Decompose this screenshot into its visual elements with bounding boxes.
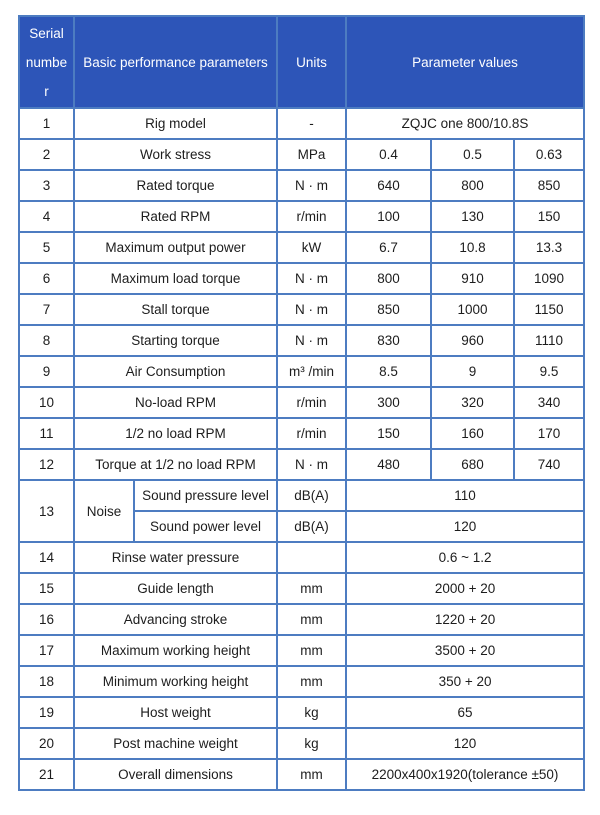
value-cell: ZQJC one 800/10.8S [346, 108, 584, 139]
table-row [19, 170, 584, 201]
unit-cell [277, 542, 346, 573]
serial-cell: 6 [19, 263, 74, 294]
serial-cell: 15 [19, 573, 74, 604]
value-cell-3: 850 [514, 170, 584, 201]
value-cell-3: 150 [514, 201, 584, 232]
unit-cell: N · m [277, 449, 346, 480]
value-cell-3: 13.3 [514, 232, 584, 263]
unit-cell: N · m [277, 325, 346, 356]
value-cell-3: 1110 [514, 325, 584, 356]
value-cell: 3500 + 20 [346, 635, 584, 666]
table-row [19, 635, 584, 666]
serial-cell: 5 [19, 232, 74, 263]
parameter-cell: Torque at 1/2 no load RPM [74, 449, 277, 480]
table-row [19, 666, 584, 697]
value-cell-1: 800 [346, 263, 431, 294]
parameter-cell: Starting torque [74, 325, 277, 356]
header-parameter-values: Parameter values [346, 16, 584, 108]
parameter-cell: 1/2 no load RPM [74, 418, 277, 449]
parameter-cell: Maximum working height [74, 635, 277, 666]
header-units: Units [277, 16, 346, 108]
value-cell-1: 0.4 [346, 139, 431, 170]
header-basic-performance-parameters: Basic performance parameters [74, 16, 277, 108]
table-row [19, 573, 584, 604]
unit-cell: kg [277, 728, 346, 759]
value-cell-1: 8.5 [346, 356, 431, 387]
table-row-noise-1 [19, 480, 584, 511]
value-cell-2: 320 [431, 387, 514, 418]
value-cell: 120 [346, 728, 584, 759]
parameter-cell: Sound pressure level [134, 480, 277, 511]
table-row [19, 542, 584, 573]
value-cell-2: 0.5 [431, 139, 514, 170]
serial-cell: 10 [19, 387, 74, 418]
parameter-cell: Rinse water pressure [74, 542, 277, 573]
table-row [19, 325, 584, 356]
parameter-cell: Guide length [74, 573, 277, 604]
serial-cell: 12 [19, 449, 74, 480]
value-cell-2: 130 [431, 201, 514, 232]
value-cell-1: 150 [346, 418, 431, 449]
parameter-cell: Post machine weight [74, 728, 277, 759]
table-row [19, 418, 584, 449]
table-row [19, 387, 584, 418]
unit-cell: kg [277, 697, 346, 728]
unit-cell: MPa [277, 139, 346, 170]
value-cell-1: 6.7 [346, 232, 431, 263]
value-cell: 2000 + 20 [346, 573, 584, 604]
serial-cell: 14 [19, 542, 74, 573]
table-row [19, 697, 584, 728]
parameter-cell: Advancing stroke [74, 604, 277, 635]
table-row [19, 232, 584, 263]
table-row [19, 108, 584, 139]
value-cell-2: 680 [431, 449, 514, 480]
unit-cell: r/min [277, 201, 346, 232]
value-cell-3: 340 [514, 387, 584, 418]
unit-cell: dB(A) [277, 511, 346, 542]
unit-cell: - [277, 108, 346, 139]
value-cell-3: 170 [514, 418, 584, 449]
serial-cell: 9 [19, 356, 74, 387]
value-cell-2: 910 [431, 263, 514, 294]
noise-group-cell: Noise [74, 480, 134, 542]
table-row [19, 604, 584, 635]
parameter-cell: Rated RPM [74, 201, 277, 232]
value-cell-3: 740 [514, 449, 584, 480]
value-cell-2: 800 [431, 170, 514, 201]
serial-cell: 13 [19, 480, 74, 542]
parameter-cell: No-load RPM [74, 387, 277, 418]
serial-cell: 19 [19, 697, 74, 728]
unit-cell: mm [277, 759, 346, 790]
value-cell-1: 480 [346, 449, 431, 480]
value-cell-3: 0.63 [514, 139, 584, 170]
table-row [19, 728, 584, 759]
value-cell-1: 850 [346, 294, 431, 325]
unit-cell: kW [277, 232, 346, 263]
spec-table [18, 15, 585, 791]
parameter-cell: Minimum working height [74, 666, 277, 697]
header-row [19, 16, 584, 108]
parameter-cell: Maximum load torque [74, 263, 277, 294]
serial-cell: 11 [19, 418, 74, 449]
unit-cell: mm [277, 666, 346, 697]
value-cell-2: 160 [431, 418, 514, 449]
serial-cell: 20 [19, 728, 74, 759]
unit-cell: N · m [277, 294, 346, 325]
serial-cell: 18 [19, 666, 74, 697]
value-cell: 65 [346, 697, 584, 728]
value-cell-3: 1150 [514, 294, 584, 325]
parameter-cell: Rig model [74, 108, 277, 139]
value-cell-2: 9 [431, 356, 514, 387]
value-cell-3: 9.5 [514, 356, 584, 387]
serial-cell: 1 [19, 108, 74, 139]
serial-cell: 4 [19, 201, 74, 232]
parameter-cell: Overall dimensions [74, 759, 277, 790]
unit-cell: N · m [277, 263, 346, 294]
value-cell-3: 1090 [514, 263, 584, 294]
parameter-cell: Maximum output power [74, 232, 277, 263]
value-cell: 2200x400x1920(tolerance ±50) [346, 759, 584, 790]
value-cell: 350 + 20 [346, 666, 584, 697]
value-cell-2: 1000 [431, 294, 514, 325]
value-cell: 0.6 ~ 1.2 [346, 542, 584, 573]
value-cell: 1220 + 20 [346, 604, 584, 635]
parameter-cell: Stall torque [74, 294, 277, 325]
table-row [19, 201, 584, 232]
value-cell-2: 960 [431, 325, 514, 356]
serial-cell: 17 [19, 635, 74, 666]
unit-cell: r/min [277, 418, 346, 449]
unit-cell: mm [277, 635, 346, 666]
serial-cell: 7 [19, 294, 74, 325]
value-cell-1: 100 [346, 201, 431, 232]
value-cell-1: 640 [346, 170, 431, 201]
table-row [19, 449, 584, 480]
serial-cell: 8 [19, 325, 74, 356]
value-cell-2: 10.8 [431, 232, 514, 263]
serial-cell: 2 [19, 139, 74, 170]
table-row [19, 139, 584, 170]
unit-cell: m³ /min [277, 356, 346, 387]
parameter-cell: Sound power level [134, 511, 277, 542]
table-row [19, 263, 584, 294]
value-cell-1: 830 [346, 325, 431, 356]
serial-cell: 16 [19, 604, 74, 635]
unit-cell: dB(A) [277, 480, 346, 511]
header-serial-number: Serial number [19, 16, 74, 108]
serial-cell: 3 [19, 170, 74, 201]
table-row [19, 759, 584, 790]
parameter-cell: Rated torque [74, 170, 277, 201]
unit-cell: mm [277, 604, 346, 635]
serial-cell: 21 [19, 759, 74, 790]
parameter-cell: Air Consumption [74, 356, 277, 387]
unit-cell: N · m [277, 170, 346, 201]
table-row [19, 294, 584, 325]
parameter-cell: Work stress [74, 139, 277, 170]
table-row [19, 356, 584, 387]
unit-cell: r/min [277, 387, 346, 418]
value-cell: 110 [346, 480, 584, 511]
parameter-cell: Host weight [74, 697, 277, 728]
value-cell: 120 [346, 511, 584, 542]
unit-cell: mm [277, 573, 346, 604]
value-cell-1: 300 [346, 387, 431, 418]
